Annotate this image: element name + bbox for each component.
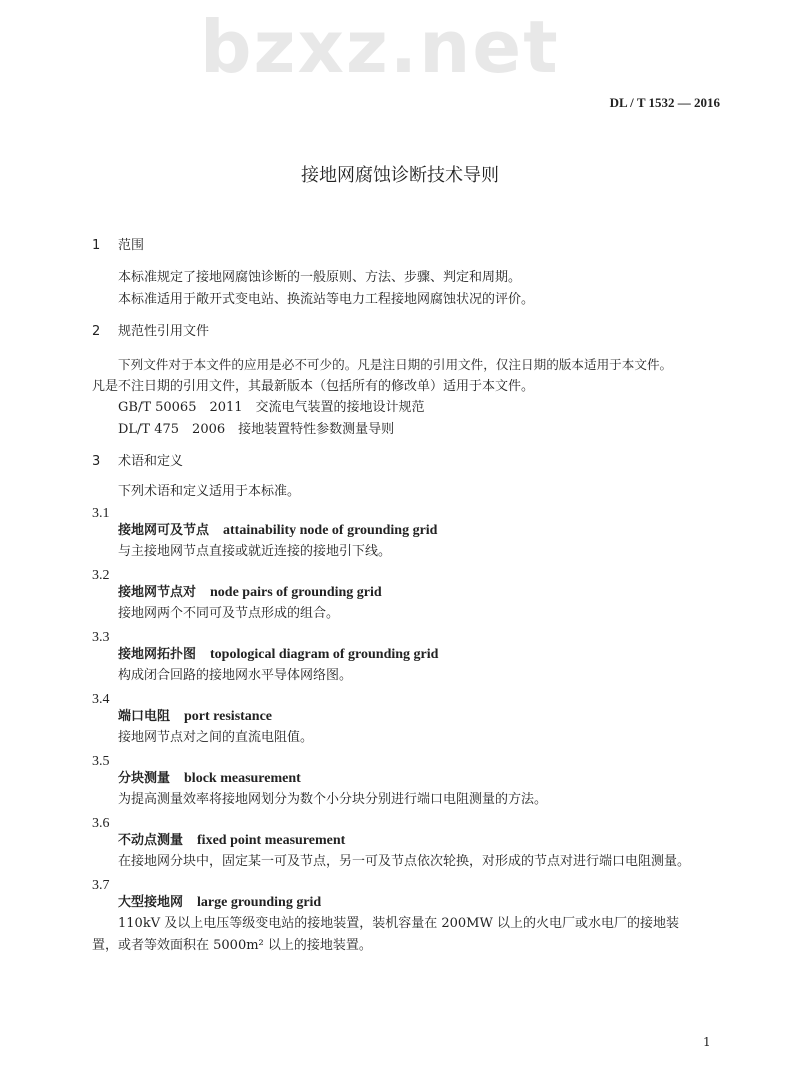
clause-number: 3.5 [92, 754, 110, 769]
term [118, 833, 345, 849]
paragraph: 本标准规定了接地网腐蚀诊断的一般原则、方法、步骤、判定和周期。 [118, 270, 522, 285]
term [118, 585, 382, 601]
standard-code: DL / T 1532 — 2016 [609, 95, 720, 110]
paragraph: 本标准适用于敞开式变电站、换流站等电力工程接地网腐蚀状况的评价。 [118, 292, 535, 307]
term [118, 647, 438, 663]
term-en: attainability node of grounding grid [223, 523, 438, 538]
page-number: 1 [703, 1035, 711, 1049]
watermark: bzxz.net [200, 5, 560, 89]
term-zh: 接地网可及节点 [118, 523, 210, 538]
page-title: 接地网腐蚀诊断技术导则 [301, 165, 499, 186]
reference: GB/T 50065 2011 交流电气装置的接地设计规范 [118, 400, 425, 415]
paragraph: 凡是不注日期的引用文件，其最新版本（包括所有的修改单）适用于本文件。 [92, 379, 535, 394]
term-en: block measurement [184, 771, 301, 786]
clause-number: 3.7 [92, 878, 110, 893]
term-zh: 端口电阻 [118, 709, 171, 724]
term-definition: 构成闭合回路的接地网水平导体网络图。 [118, 668, 353, 683]
section-2-number: 2 [92, 324, 101, 339]
clause-number: 3.1 [92, 506, 110, 521]
term-zh: 接地网拓扑图 [118, 647, 197, 662]
term [118, 523, 437, 539]
term-en: topological diagram of grounding grid [210, 647, 439, 662]
paragraph: 下列术语和定义适用于本标准。 [118, 484, 301, 499]
term-definition: 在接地网分块中，固定某一可及节点，另一可及节点依次轮换，对形成的节点对进行端口电阻测量。 [118, 854, 691, 869]
term-en: node pairs of grounding grid [210, 585, 382, 600]
section-3-title: 术语和定义 [118, 454, 184, 469]
term-definition: 与主接地网节点直接或就近连接的接地引下线。 [118, 544, 392, 559]
term-definition: 110kV 及以上电压等级变电站的接地装置，装机容量在 200MW 以上的火电厂或水电厂的接地装 [118, 916, 679, 931]
section-2-title: 规范性引用文件 [118, 324, 210, 339]
term-definition: 为提高测量效率将接地网划分为数个小分块分别进行端口电阻测量的方法。 [118, 792, 548, 807]
clause-number: 3.2 [92, 568, 110, 583]
clause-number: 3.6 [92, 816, 110, 831]
term-definition: 接地网两个不同可及节点形成的组合。 [118, 606, 340, 621]
section-3-number: 3 [92, 454, 101, 469]
clause-number: 3.4 [92, 692, 110, 707]
reference: DL/T 475 2006 接地装置特性参数测量导则 [118, 422, 395, 437]
term [118, 709, 272, 725]
term-definition: 接地网节点对之间的直流电阻值。 [118, 730, 314, 745]
term-en: port resistance [184, 709, 273, 724]
term-en: fixed point measurement [197, 833, 346, 848]
section-1-number: 1 [92, 238, 101, 253]
term-zh: 不动点测量 [118, 833, 184, 848]
term-zh: 分块测量 [118, 771, 171, 786]
section-1-title: 范围 [118, 238, 145, 253]
paragraph: 下列文件对于本文件的应用是必不可少的。凡是注日期的引用文件，仅注日期的版本适用于本文件。 [118, 357, 673, 372]
term-zh: 大型接地网 [118, 895, 184, 910]
term [118, 771, 301, 787]
term-en: large grounding grid [197, 895, 322, 910]
term-zh: 接地网节点对 [118, 585, 197, 600]
term-definition: 置，或者等效面积在 5000m² 以上的接地装置。 [92, 938, 372, 953]
term [118, 895, 321, 911]
clause-number: 3.3 [92, 630, 110, 645]
